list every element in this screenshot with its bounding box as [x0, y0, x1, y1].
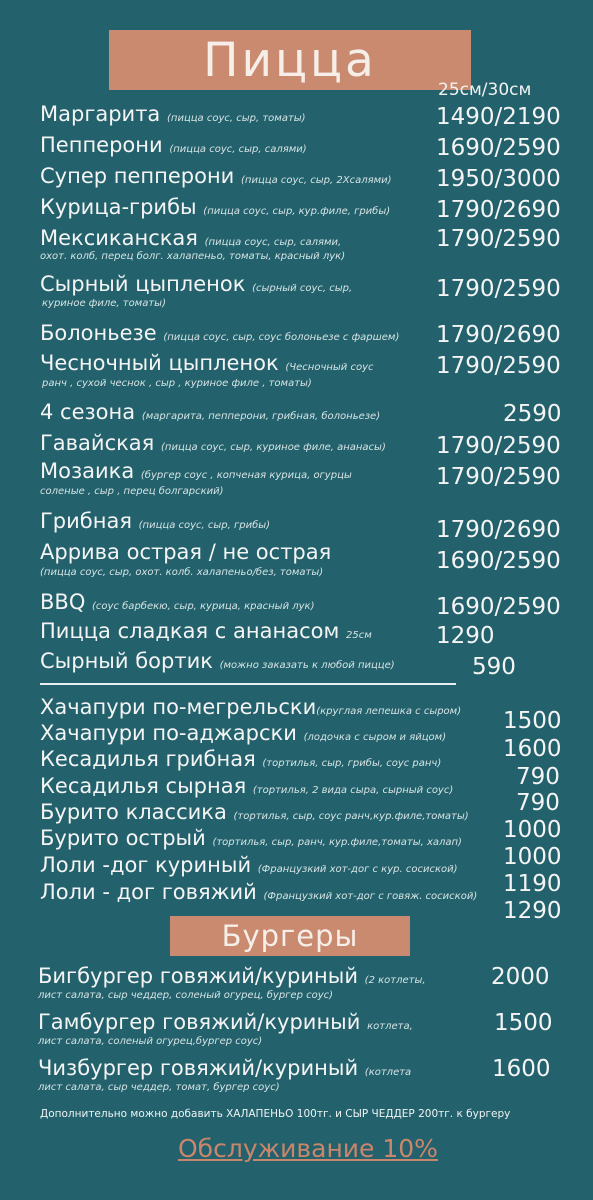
- menu-item-name: Аррива острая / не острая: [40, 540, 332, 564]
- size-header: 25см/30см: [438, 80, 532, 100]
- menu-item-name: Сырный бортик (можно заказать к любой пицце): [40, 649, 395, 673]
- menu-item-name: Супер пепперони (пицца соус, сыр, 2Хсалями): [40, 164, 392, 188]
- menu-item-price: 1190: [503, 871, 562, 897]
- menu-item-description: (пицца соус, сыр, охот. колб. халапеньо/без, томаты): [40, 567, 324, 578]
- menu-item-price: 1690/2590: [436, 548, 561, 574]
- menu-item-name: Лоли - дог говяжий (Французкий хот-дог с говяж. сосиской): [40, 880, 478, 904]
- menu-item-price: 2000: [491, 964, 550, 990]
- extras-note: Дополнительно можно добавить ХАЛАПЕНЬО 100тг. и СЫР ЧЕДДЕР 200тг. к бургеру: [40, 1108, 511, 1120]
- menu-item-price: 1490/2190: [436, 104, 561, 130]
- menu-item-name: Лоли -дог куриный (Французкий хот-дог с кур. сосиской): [40, 853, 458, 877]
- menu-item-price: 1000: [503, 844, 562, 870]
- menu-item-name: Хачапури по-аджарски (лодочка с сыром и яйцом): [40, 721, 447, 745]
- menu-item-price: 1790/2590: [436, 353, 561, 379]
- menu-item-price: 1690/2590: [436, 594, 561, 620]
- menu-item-name: Чесночный цыпленок (Чесночный соус: [40, 351, 374, 375]
- menu-item-price: 590: [472, 654, 516, 680]
- menu-item-price: 1690/2590: [436, 135, 561, 161]
- pizza-section-title: [109, 30, 471, 90]
- menu-item-name: Курица-грибы (пицца соус, сыр, кур.филе, грибы): [40, 195, 391, 219]
- menu-item-price: 1790/2590: [436, 433, 561, 459]
- menu-item-price: 1790/2590: [436, 276, 561, 302]
- menu-item-name: Грибная (пицца соус, сыр, грибы): [40, 509, 271, 533]
- menu-item-name: Сырный цыпленок (сырный соус, сыр,: [40, 272, 353, 296]
- section-divider: [40, 683, 456, 685]
- menu-item-name: Хачапури по-мегрельски(круглая лепешка с сыром): [40, 695, 462, 719]
- menu-item-price: 1600: [492, 1056, 551, 1082]
- menu-item-description: куриное филе, томаты): [42, 298, 166, 309]
- menu-item-name: Пицца сладкая с ананасом 25см: [40, 619, 372, 643]
- menu-item-name: Бурито острый (тортилья, сыр, ранч, кур.филе,томаты, халап): [40, 826, 462, 850]
- menu-item-description: лист салата, соленый огурец,бургер соус): [38, 1036, 263, 1047]
- menu-item-name: Кесадилья сырная (тортилья, 2 вида сыра, сырный соус): [40, 774, 454, 798]
- menu-item-price: 1790/2690: [436, 322, 561, 348]
- menu-item-price: 1500: [494, 1010, 553, 1036]
- menu-item-price: 1790/2690: [436, 197, 561, 223]
- menu-item-price: 2590: [503, 401, 562, 427]
- menu-item-price: 1600: [503, 736, 562, 762]
- menu-item-description: охот. колб, перец болг. халапеньо, томаты, красный лук): [40, 251, 346, 262]
- menu-item-price: 790: [516, 790, 560, 816]
- menu-item-name: Гавайская (пицца соус, сыр, куриное филе, ананасы): [40, 431, 386, 455]
- menu-item-price: 1790/2590: [436, 226, 561, 252]
- menu-item-name: BBQ (соус барбекю, сыр, курица, красный лук): [40, 590, 315, 614]
- menu-item-price: 790: [516, 764, 560, 790]
- menu-item-name: Бурито классика (тортилья, сыр, соус ранч,кур.филе,томаты): [40, 800, 469, 824]
- burgers-title-text: Бургеры: [221, 919, 359, 953]
- menu-item-price: 1500: [503, 708, 562, 734]
- menu-item-description: лист салата, сыр чеддер, соленый огурец, бургер соус): [38, 990, 334, 1001]
- pizza-title-text: Пицца: [203, 32, 377, 88]
- menu-item-price: 1790/2690: [436, 517, 561, 543]
- menu-item-name: Чизбургер говяжий/куриный (котлета: [38, 1056, 412, 1080]
- menu-item-name: Маргарита (пицца соус, сыр, томаты): [40, 102, 306, 126]
- menu-item-price: 1290: [503, 898, 562, 924]
- menu-item-name: Болоньезе (пицца соус, сыр, соус болоньезе с фаршем): [40, 321, 400, 345]
- menu-item-description: соленые , сыр , перец болгарский): [40, 486, 224, 497]
- menu-item-name: Бигбургер говяжий/куриный (2 котлеты,: [38, 964, 426, 988]
- menu-item-name: Мексиканская (пицца соус, сыр, салями,: [40, 226, 342, 250]
- menu-item-price: 1790/2590: [436, 464, 561, 490]
- burgers-section-title: [170, 916, 410, 956]
- menu-item-name: Мозаика (бургер соус , копченая курица, огурцы: [40, 459, 352, 483]
- menu-item-description: лист салата, сыр чеддер, томат, бургер соус): [38, 1082, 280, 1093]
- menu-item-name: 4 сезона (маргарита, пепперони, грибная, болоньезе): [40, 400, 381, 424]
- menu-item-price: 1950/3000: [436, 166, 561, 192]
- menu-item-name: Гамбургер говяжий/куриный котлета,: [38, 1010, 413, 1034]
- menu-item-description: ранч , сухой чеснок , сыр , куриное филе , томаты): [42, 378, 312, 389]
- menu-item-price: 1290: [436, 623, 495, 649]
- menu-item-name: Кесадилья грибная (тортилья, сыр, грибы, соус ранч): [40, 747, 442, 771]
- service-charge: Обслуживание 10%: [178, 1134, 438, 1163]
- menu-item-name: Пепперони (пицца соус, сыр, салями): [40, 133, 307, 157]
- menu-item-price: 1000: [503, 817, 562, 843]
